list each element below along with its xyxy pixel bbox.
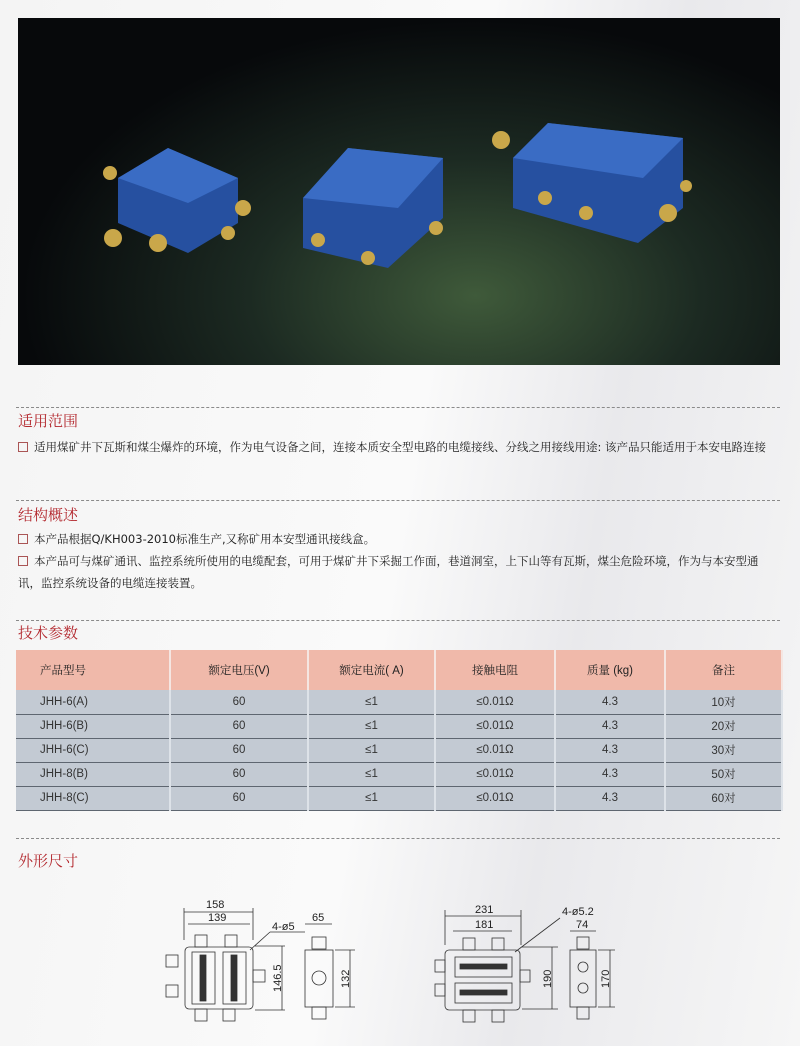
table-cell: ≤0.01Ω [435, 690, 555, 714]
junction-box-medium [303, 148, 443, 268]
table-cell: 4.3 [555, 690, 665, 714]
header-cell: 额定电流( A) [308, 650, 435, 690]
table-cell: 4.3 [555, 738, 665, 762]
dim-label: 139 [208, 912, 227, 924]
table-cell: JHH-6(A) [16, 690, 170, 714]
section-title-params: 技术参数 [18, 624, 79, 642]
divider [16, 500, 780, 501]
table-cell: 10对 [665, 690, 782, 714]
table-cell: 60对 [665, 786, 782, 810]
table-cell: 50对 [665, 762, 782, 786]
dim-label: 4-ø5.2 [562, 906, 594, 918]
table-cell: 20对 [665, 714, 782, 738]
table-cell: JHH-6(B) [16, 714, 170, 738]
dim-label: 181 [475, 919, 494, 931]
table-cell: JHH-6(C) [16, 738, 170, 762]
section-title-dims: 外形尺寸 [18, 852, 79, 870]
table-row [16, 738, 782, 762]
junction-box-large [492, 123, 692, 243]
table-cell: ≤0.01Ω [435, 738, 555, 762]
table-cell: ≤1 [308, 738, 435, 762]
table-cell: ≤0.01Ω [435, 714, 555, 738]
header-cell: 额定电压(V) [170, 650, 308, 690]
dim-label: 170 [600, 969, 612, 988]
divider [16, 407, 780, 408]
table-cell: 30对 [665, 738, 782, 762]
header-cell: 质量 (kg) [555, 650, 665, 690]
table-cell: JHH-8(C) [16, 786, 170, 810]
structure-item: 本产品可与煤矿通讯、监控系统所使用的电缆配套，可用于煤矿井下采掘工作面，巷道洞室，上下山等有瓦斯，煤尘危险环境，作为与本安型通讯，监控系统设备的电缆连接装置。 [18, 554, 759, 590]
table-cell: ≤1 [308, 690, 435, 714]
table-row [16, 690, 782, 714]
dim-label: 74 [576, 919, 589, 931]
checkbox-icon [18, 534, 28, 544]
junction-box-small [103, 148, 251, 253]
table-cell: ≤1 [308, 762, 435, 786]
table-row [16, 714, 782, 738]
dim-label: 158 [206, 899, 225, 911]
table-cell: ≤0.01Ω [435, 786, 555, 810]
header-cell: 接触电阻 [435, 650, 555, 690]
header-cell: 备注 [665, 650, 782, 690]
table-cell: 60 [170, 690, 308, 714]
dim-label: 132 [340, 969, 352, 988]
table-cell: 60 [170, 762, 308, 786]
dim-label: 65 [312, 912, 325, 924]
table-cell: ≤1 [308, 714, 435, 738]
table-header [16, 650, 782, 690]
structure-text [18, 528, 780, 594]
dim-label: 4-ø5 [272, 921, 295, 933]
scope-text [18, 436, 780, 458]
table-cell: 4.3 [555, 762, 665, 786]
section-title-scope: 适用范围 [18, 412, 79, 430]
divider [16, 838, 780, 839]
table-cell: JHH-8(B) [16, 762, 170, 786]
dimension-drawings [150, 880, 630, 1040]
table-cell: 60 [170, 714, 308, 738]
dim-label: 231 [475, 904, 494, 916]
table-cell: 60 [170, 786, 308, 810]
divider [16, 620, 780, 621]
table-cell: ≤0.01Ω [435, 762, 555, 786]
header-cell: 产品型号 [16, 650, 170, 690]
drawing-large-front [435, 910, 560, 1022]
table-cell: 4.3 [555, 714, 665, 738]
dim-label: 190 [542, 969, 554, 988]
table-row [16, 762, 782, 786]
table-row [16, 786, 782, 810]
structure-item: 本产品根据Q/KH003-2010标准生产,又称矿用本安型通讯接线盒。 [34, 532, 376, 546]
table-cell: 4.3 [555, 786, 665, 810]
table-cell: ≤1 [308, 786, 435, 810]
checkbox-icon [18, 556, 28, 566]
checkbox-icon [18, 442, 28, 452]
scope-paragraph: 适用煤矿井下瓦斯和煤尘爆炸的环境，作为电气设备之间，连接本质安全型电路的电缆接线、分线之用接线用途: 该产品只能适用于本安电路连接 [34, 440, 767, 454]
spec-table [16, 650, 783, 811]
section-title-structure: 结构概述 [18, 506, 79, 524]
product-photo [18, 18, 780, 365]
dim-label: 146.5 [272, 964, 284, 992]
table-cell: 60 [170, 738, 308, 762]
